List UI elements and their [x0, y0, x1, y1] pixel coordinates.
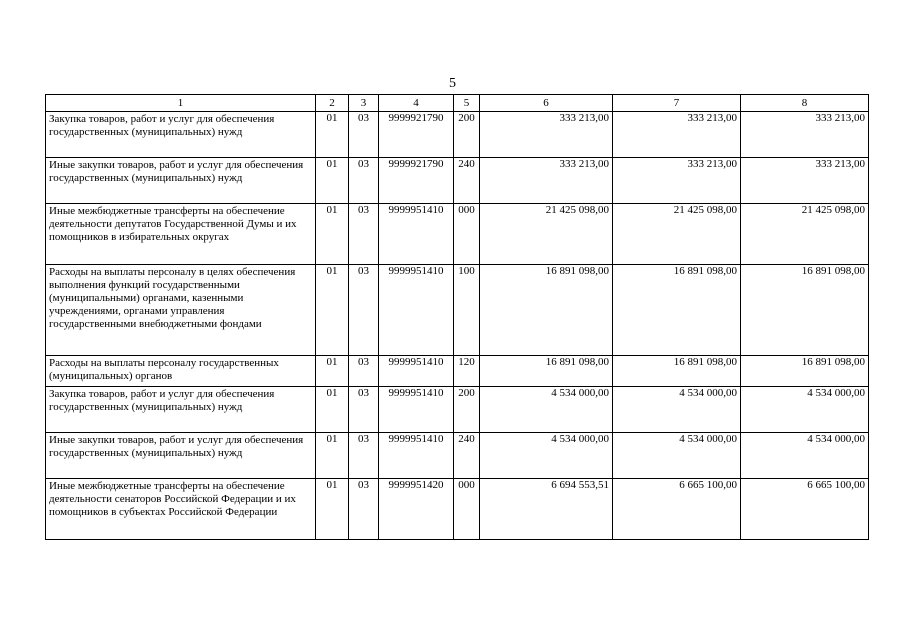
target-article-cell: 9999951410 [379, 204, 454, 265]
subsection-code-cell: 03 [349, 433, 379, 479]
expense-name-cell [46, 387, 316, 433]
expense-name: Иные закупки товаров, работ и услуг для обеспечения государственных (муниципальных) нужд [49, 434, 304, 459]
section-code-cell: 01 [316, 387, 349, 433]
expense-name: Иные межбюджетные трансферты на обеспечение деятельности депутатов Государственной Думы и их помощников в избирательных округах [49, 205, 297, 243]
expense-name: Закупка товаров, работ и услуг для обеспечения государственных (муниципальных) нужд [49, 388, 275, 413]
target-article-cell: 9999951410 [379, 433, 454, 479]
target-article-cell: 9999921790 [379, 158, 454, 204]
amount-col6-cell: 333 213,00 [480, 158, 613, 204]
expense-name: Иные межбюджетные трансферты на обеспечение деятельности сенаторов Российской Федерации и их помощников в субъектах Российской Федерации [49, 480, 296, 518]
amount-col7-cell: 16 891 098,00 [613, 356, 741, 387]
amount-col6-cell: 21 425 098,00 [480, 204, 613, 265]
page-number: 5 [449, 76, 456, 91]
expense-name-cell [46, 356, 316, 387]
column-header: 2 [316, 95, 349, 112]
amount-col7-cell: 333 213,00 [613, 112, 741, 158]
target-article-cell: 9999951410 [379, 356, 454, 387]
column-header: 8 [741, 95, 869, 112]
column-header: 1 [46, 95, 316, 112]
subsection-code-cell: 03 [349, 158, 379, 204]
expense-type-cell: 000 [454, 204, 480, 265]
amount-col8-cell: 6 665 100,00 [741, 479, 869, 540]
column-header: 4 [379, 95, 454, 112]
table-row [46, 433, 869, 479]
subsection-code-cell: 03 [349, 265, 379, 356]
amount-col8-cell: 4 534 000,00 [741, 387, 869, 433]
amount-col6-cell: 16 891 098,00 [480, 265, 613, 356]
section-code-cell: 01 [316, 479, 349, 540]
column-header: 7 [613, 95, 741, 112]
expense-name-cell [46, 112, 316, 158]
table-header-row [46, 95, 869, 112]
expense-name-cell [46, 433, 316, 479]
amount-col6-cell: 333 213,00 [480, 112, 613, 158]
expense-name-cell [46, 479, 316, 540]
amount-col8-cell: 333 213,00 [741, 158, 869, 204]
amount-col8-cell: 333 213,00 [741, 112, 869, 158]
target-article-cell: 9999951410 [379, 265, 454, 356]
budget-table [45, 94, 869, 540]
amount-col6-cell: 6 694 553,51 [480, 479, 613, 540]
amount-col7-cell: 6 665 100,00 [613, 479, 741, 540]
column-header: 6 [480, 95, 613, 112]
expense-type-cell: 200 [454, 387, 480, 433]
table-row [46, 479, 869, 540]
table-row [46, 158, 869, 204]
subsection-code-cell: 03 [349, 356, 379, 387]
expense-type-cell: 240 [454, 433, 480, 479]
section-code-cell: 01 [316, 356, 349, 387]
section-code-cell: 01 [316, 204, 349, 265]
amount-col8-cell: 4 534 000,00 [741, 433, 869, 479]
table-row [46, 265, 869, 356]
column-header: 5 [454, 95, 480, 112]
expense-type-cell: 120 [454, 356, 480, 387]
expense-name-cell [46, 265, 316, 356]
target-article-cell: 9999921790 [379, 112, 454, 158]
expense-name: Расходы на выплаты персоналу государственных (муниципальных) органов [49, 357, 279, 382]
section-code-cell: 01 [316, 112, 349, 158]
table-row [46, 356, 869, 387]
target-article-cell: 9999951410 [379, 387, 454, 433]
expense-name: Расходы на выплаты персоналу в целях обеспечения выполнения функций государственными (муниципальными) органами, казенными учреждениями, органами управления государственными внебюджетными фондами [49, 266, 296, 330]
expense-type-cell: 240 [454, 158, 480, 204]
amount-col8-cell: 16 891 098,00 [741, 356, 869, 387]
subsection-code-cell: 03 [349, 479, 379, 540]
section-code-cell: 01 [316, 158, 349, 204]
section-code-cell: 01 [316, 265, 349, 356]
expense-name: Иные закупки товаров, работ и услуг для обеспечения государственных (муниципальных) нужд [49, 159, 304, 184]
expense-type-cell: 200 [454, 112, 480, 158]
amount-col7-cell: 21 425 098,00 [613, 204, 741, 265]
expense-type-cell: 100 [454, 265, 480, 356]
expense-type-cell: 000 [454, 479, 480, 540]
table-row [46, 112, 869, 158]
column-header: 3 [349, 95, 379, 112]
amount-col8-cell: 16 891 098,00 [741, 265, 869, 356]
amount-col6-cell: 4 534 000,00 [480, 387, 613, 433]
table-row [46, 204, 869, 265]
amount-col7-cell: 4 534 000,00 [613, 433, 741, 479]
amount-col7-cell: 333 213,00 [613, 158, 741, 204]
amount-col8-cell: 21 425 098,00 [741, 204, 869, 265]
table-row [46, 387, 869, 433]
subsection-code-cell: 03 [349, 204, 379, 265]
subsection-code-cell: 03 [349, 112, 379, 158]
expense-name-cell [46, 204, 316, 265]
amount-col6-cell: 4 534 000,00 [480, 433, 613, 479]
section-code-cell: 01 [316, 433, 349, 479]
subsection-code-cell: 03 [349, 387, 379, 433]
expense-name-cell [46, 158, 316, 204]
expense-name: Закупка товаров, работ и услуг для обеспечения государственных (муниципальных) нужд [49, 113, 275, 138]
target-article-cell: 9999951420 [379, 479, 454, 540]
amount-col7-cell: 16 891 098,00 [613, 265, 741, 356]
amount-col6-cell: 16 891 098,00 [480, 356, 613, 387]
amount-col7-cell: 4 534 000,00 [613, 387, 741, 433]
